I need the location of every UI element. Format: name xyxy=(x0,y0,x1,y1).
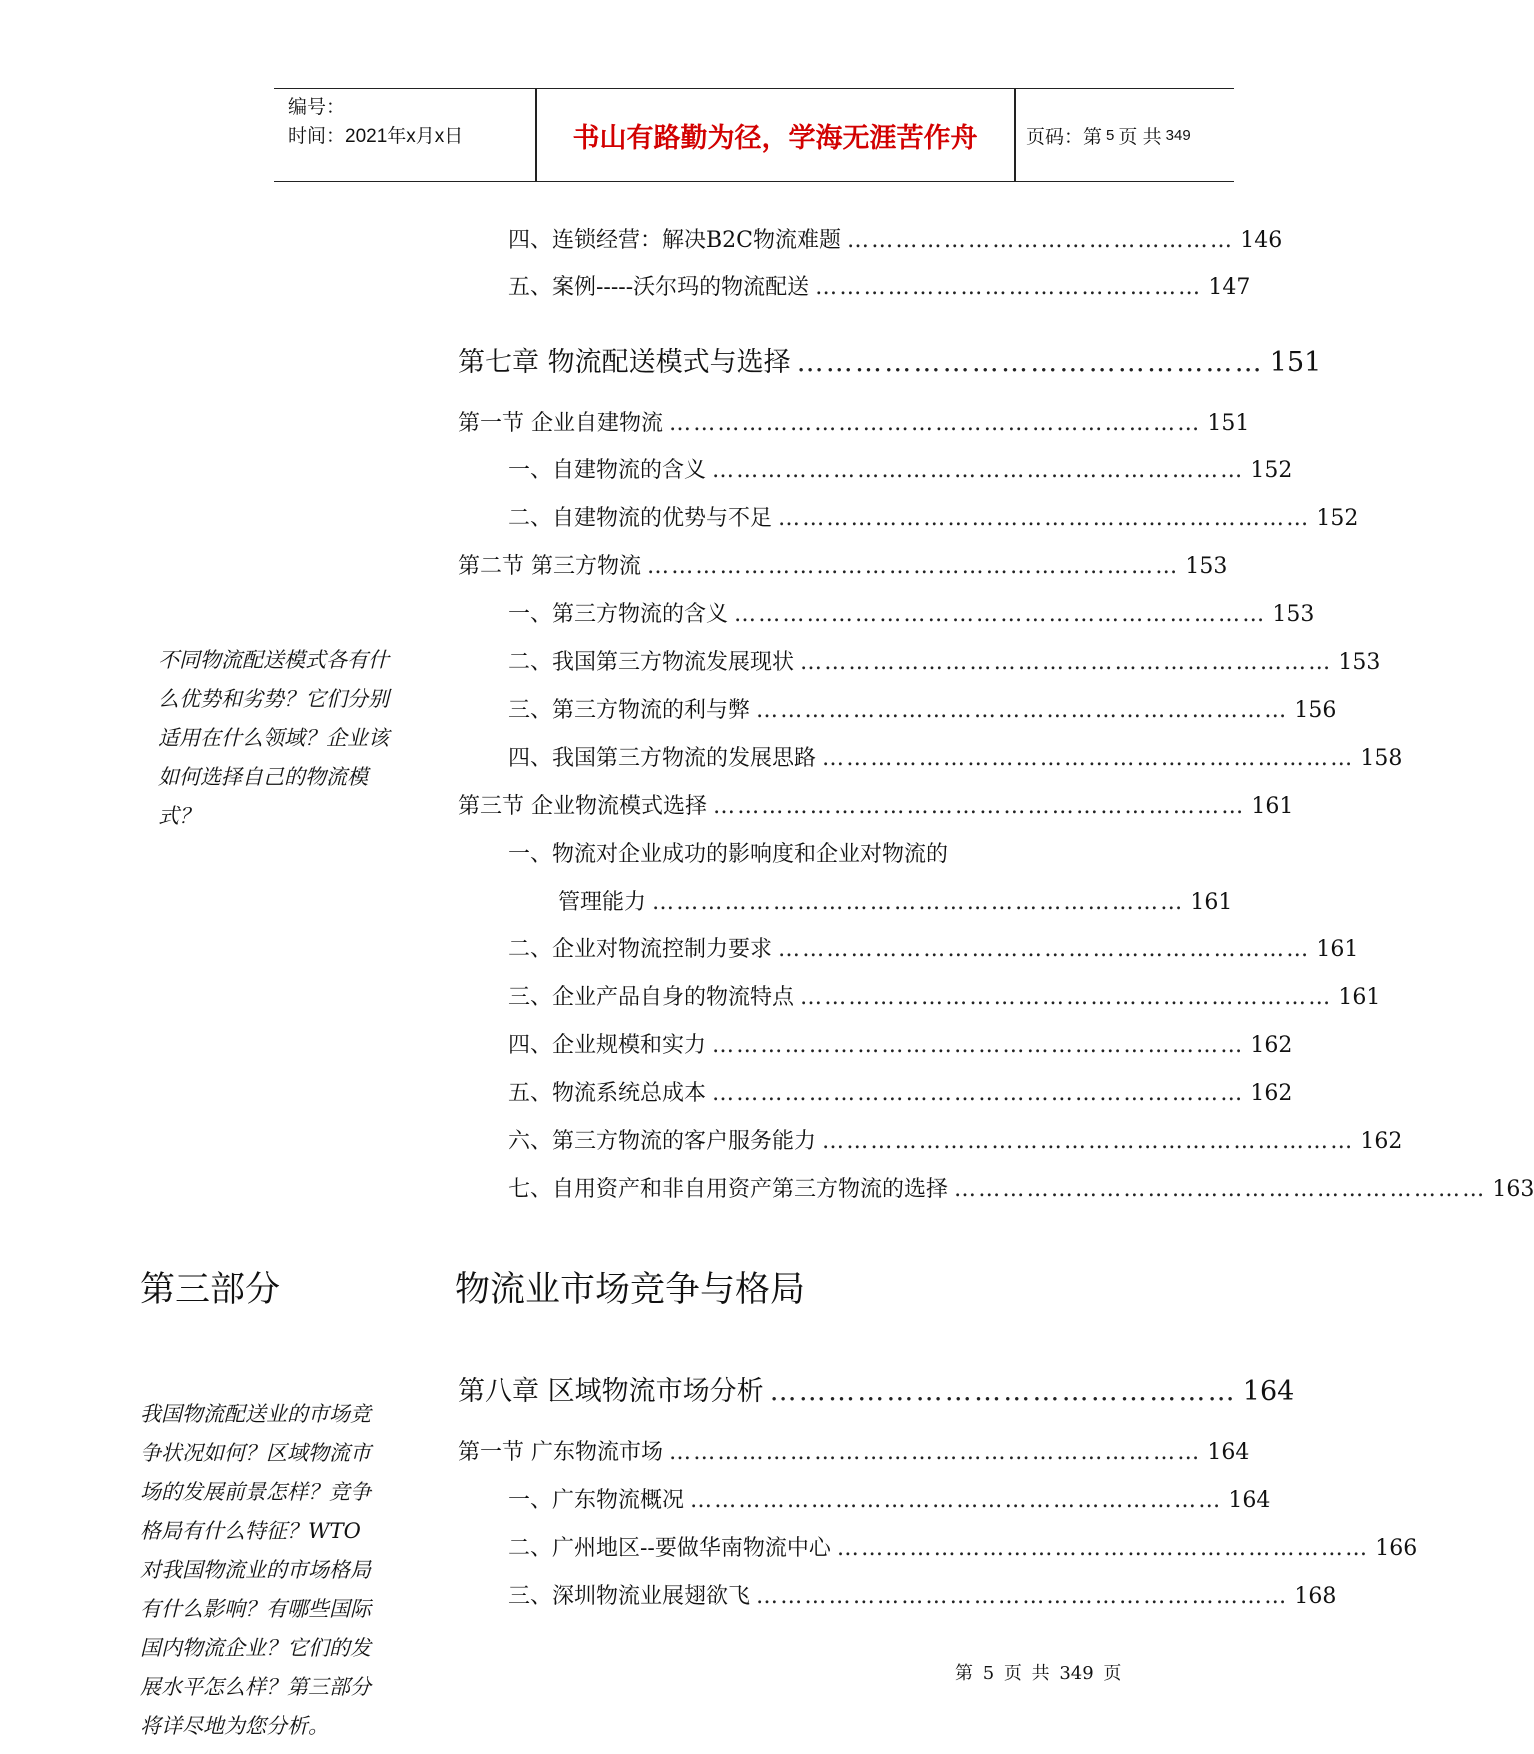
toc-entry-label: 四、我国第三方物流的发展思路 xyxy=(508,746,817,771)
toc-leader-dots: ………………………………………………………… xyxy=(647,554,1180,579)
toc-entry-label: 一、物流对企业成功的影响度和企业对物流的 xyxy=(508,842,949,867)
toc-entry-label: 二、自建物流的优势与不足 xyxy=(508,506,773,531)
toc-section[interactable] xyxy=(458,406,1250,437)
toc-leader-dots: ………………………………………………………… xyxy=(669,411,1202,436)
margin-note-line: 格局有什么特征？WTO xyxy=(140,1519,361,1543)
toc-leader-dots: ………………………………………………………… xyxy=(690,1488,1223,1513)
toc-section-label: 第一节 广东物流市场 xyxy=(458,1440,663,1465)
toc-entry-label: 三、第三方物流的利与弊 xyxy=(508,698,751,723)
toc-entry-page: 168 xyxy=(1294,1584,1337,1609)
margin-note-line: 将详尽地为您分析。 xyxy=(140,1714,329,1738)
toc-leader-dots: ………………………………………………………… xyxy=(822,746,1355,771)
margin-note-line: 场的发展前景怎样？竞争 xyxy=(140,1480,371,1504)
header-meta xyxy=(288,93,526,151)
toc-leader-dots: ………………………………………………………… xyxy=(712,458,1245,483)
part-title: 物流业市场竞争与格局 xyxy=(455,1270,806,1310)
toc-section-label: 第一节 企业自建物流 xyxy=(458,411,663,436)
toc-section[interactable] xyxy=(458,549,1228,580)
toc-entry-label: 三、深圳物流业展翅欲飞 xyxy=(508,1584,751,1609)
toc-entry[interactable] xyxy=(508,932,1359,963)
toc-entry[interactable] xyxy=(508,980,1381,1011)
toc-entry-label: 四、连锁经营：解决B2C物流难题 xyxy=(508,228,841,253)
toc-entry-page: 156 xyxy=(1294,698,1337,723)
toc-section-label: 第二节 第三方物流 xyxy=(458,554,641,579)
toc-entry[interactable] xyxy=(508,1531,1418,1562)
toc-leader-dots: ………………………………………………………… xyxy=(652,890,1185,915)
toc-entry-label: 三、企业产品自身的物流特点 xyxy=(508,985,795,1010)
toc-entry-page: 162 xyxy=(1250,1033,1293,1058)
toc-section-page: 151 xyxy=(1207,411,1250,436)
toc-entry-continuation[interactable] xyxy=(558,885,1233,916)
toc-entry[interactable] xyxy=(508,501,1359,532)
toc-leader-dots: ………………………………………………………… xyxy=(800,985,1333,1010)
toc-section-page: 153 xyxy=(1185,554,1228,579)
toc-leader-dots: ………………………………………………………… xyxy=(734,602,1267,627)
toc-entry-label: 六、第三方物流的客户服务能力 xyxy=(508,1129,817,1154)
toc-entry-label: 五、物流系统总成本 xyxy=(508,1081,707,1106)
toc-section-page: 164 xyxy=(1207,1440,1250,1465)
margin-note xyxy=(158,641,418,836)
page-header xyxy=(274,88,1234,182)
toc-entry-page: 162 xyxy=(1360,1129,1403,1154)
toc-entry[interactable] xyxy=(508,693,1337,724)
toc-leader-dots: ………………………………………………………… xyxy=(778,506,1311,531)
toc-entry-page: 153 xyxy=(1272,602,1315,627)
toc-leader-dots: ………………………………………………………… xyxy=(800,650,1333,675)
toc-leader-dots: ………………………………………… xyxy=(847,228,1235,253)
toc-entry-page: 166 xyxy=(1375,1536,1418,1561)
toc-entry[interactable] xyxy=(508,1124,1403,1155)
toc-entry[interactable] xyxy=(508,597,1315,628)
document-time-label: 时间：2021年x月x日 xyxy=(288,126,464,147)
header-page-info xyxy=(1026,89,1195,181)
toc-entry-label: 二、广州地区--要做华南物流中心 xyxy=(508,1536,831,1561)
toc-entry-page: 164 xyxy=(1228,1488,1271,1513)
chapter-title: 第八章 区域物流市场分析 xyxy=(458,1376,764,1407)
chapter-title: 第七章 物流配送模式与选择 xyxy=(458,347,791,378)
margin-note-line: 我国物流配送业的市场竞 xyxy=(140,1402,371,1426)
toc-section-page: 161 xyxy=(1251,794,1294,819)
toc-entry-page: 161 xyxy=(1316,937,1359,962)
margin-note-line: 适用在什么领域？企业该 xyxy=(158,726,389,750)
toc-entry[interactable] xyxy=(508,1483,1271,1514)
page-total: 349 xyxy=(1165,126,1191,144)
toc-leader-dots: ………………………………………………………… xyxy=(712,1033,1245,1058)
toc-leader-dots: ………………………………………………………… xyxy=(954,1177,1487,1202)
margin-note-line: 争状况如何？区域物流市 xyxy=(140,1441,371,1465)
margin-note-line: 有什么影响？有哪些国际 xyxy=(140,1597,371,1621)
toc-leader-dots: ………………………………………………………… xyxy=(778,937,1311,962)
chapter-heading[interactable] xyxy=(458,340,1322,379)
toc-entry[interactable] xyxy=(508,1028,1293,1059)
toc-entry-label: 二、企业对物流控制力要求 xyxy=(508,937,773,962)
toc-leader-dots: ………………………………………………………… xyxy=(756,698,1289,723)
header-motto: 书山有路勤为径，学海无涯苦作舟 xyxy=(572,122,978,153)
page-prefix: 页码：第 xyxy=(1026,126,1103,148)
toc-leader-dots: ………………………………………………………… xyxy=(713,794,1246,819)
toc-entry[interactable] xyxy=(508,741,1403,772)
chapter-page: 164 xyxy=(1242,1376,1295,1407)
margin-note-line: 不同物流配送模式各有什 xyxy=(158,648,389,672)
toc-section[interactable] xyxy=(458,1435,1250,1466)
toc-entry-label: 七、自用资产和非自用资产第三方物流的选择 xyxy=(508,1177,949,1202)
toc-leader-dots: ………………………………………………………… xyxy=(756,1584,1289,1609)
toc-leader-dots: ………………………………………… xyxy=(796,347,1264,378)
toc-entry[interactable] xyxy=(508,223,1283,254)
page-current: 5 xyxy=(1106,126,1115,144)
toc-entry[interactable] xyxy=(508,1172,1534,1203)
toc-entry-page: 163 xyxy=(1492,1177,1534,1202)
toc-entry[interactable] xyxy=(508,1579,1337,1610)
toc-entry-page: 158 xyxy=(1360,746,1403,771)
toc-leader-dots: ………………………………………… xyxy=(815,275,1203,300)
toc-leader-dots: ………………………………………………………… xyxy=(669,1440,1202,1465)
toc-entry-label: 四、企业规模和实力 xyxy=(508,1033,707,1058)
toc-entry-label: 五、案例-----沃尔玛的物流配送 xyxy=(508,275,810,300)
toc-entry-label: 一、广东物流概况 xyxy=(508,1488,685,1513)
document-number-label: 编号： xyxy=(288,97,346,118)
toc-leader-dots: ………………………………………………………… xyxy=(712,1081,1245,1106)
toc-section[interactable] xyxy=(458,789,1294,820)
toc-entry[interactable] xyxy=(508,645,1381,676)
margin-note-line: 对我国物流业的市场格局 xyxy=(140,1558,371,1582)
toc-entry[interactable] xyxy=(508,1076,1293,1107)
toc-entry-label: 一、第三方物流的含义 xyxy=(508,602,729,627)
toc-entry[interactable] xyxy=(508,453,1293,484)
margin-note xyxy=(140,1395,410,1746)
page-footer: 第 5 页 共 349 页 xyxy=(955,1663,1122,1684)
margin-note-line: 式？ xyxy=(158,804,200,828)
margin-note-line: 展水平怎么样？第三部分 xyxy=(140,1675,371,1699)
part-heading: 第三部分 xyxy=(140,1270,281,1310)
toc-entry-label: 二、我国第三方物流发展现状 xyxy=(508,650,795,675)
toc-entry-page: 153 xyxy=(1338,650,1381,675)
toc-leader-dots: ………………………………………… xyxy=(769,1376,1237,1407)
toc-entry-page: 161 xyxy=(1190,890,1233,915)
chapter-heading[interactable] xyxy=(458,1369,1295,1408)
toc-leader-dots: ………………………………………………………… xyxy=(822,1129,1355,1154)
toc-entry-label: 管理能力 xyxy=(558,890,647,915)
toc-entry-page: 152 xyxy=(1316,506,1359,531)
margin-note-line: 么优势和劣势？它们分别 xyxy=(158,687,389,711)
chapter-page: 151 xyxy=(1269,347,1322,378)
toc-entry[interactable] xyxy=(508,837,1116,868)
header-divider xyxy=(1014,89,1016,181)
toc-entry-page: 152 xyxy=(1250,458,1293,483)
toc-entry-page: 146 xyxy=(1240,228,1283,253)
toc-entry-page: 161 xyxy=(1338,985,1381,1010)
toc-entry-page: 147 xyxy=(1208,275,1251,300)
toc-entry-page: 162 xyxy=(1250,1081,1293,1106)
toc-entry-label: 一、自建物流的含义 xyxy=(508,458,707,483)
margin-note-line: 国内物流企业？它们的发 xyxy=(140,1636,371,1660)
toc-leader-dots: ………………………………………………………… xyxy=(836,1536,1370,1561)
toc-section-label: 第三节 企业物流模式选择 xyxy=(458,794,707,819)
page-middle: 页 共 xyxy=(1118,126,1162,148)
margin-note-line: 如何选择自己的物流模 xyxy=(158,765,368,789)
toc-entry[interactable] xyxy=(508,270,1251,301)
